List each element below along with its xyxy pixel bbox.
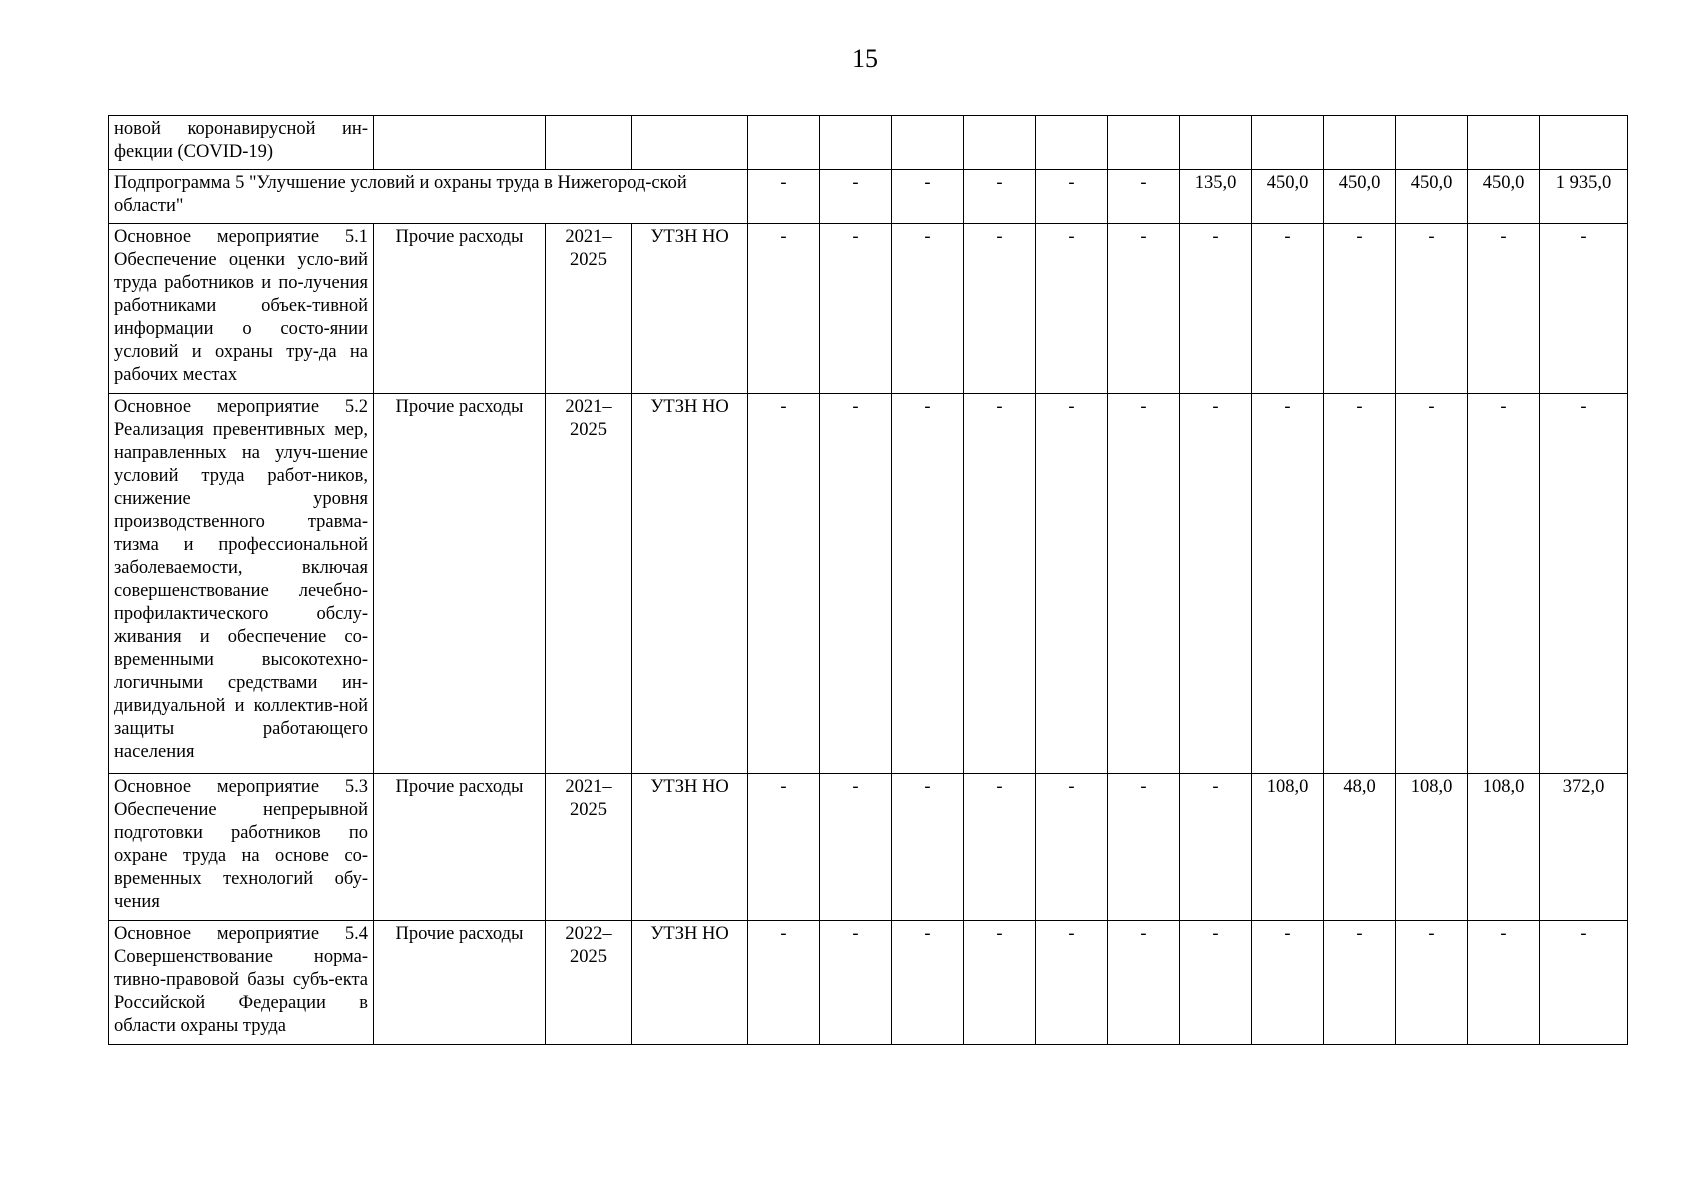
- value-cell: -: [1540, 921, 1628, 1045]
- page-number: 15: [852, 44, 878, 73]
- expense-category-cell: Прочие расходы: [374, 224, 546, 394]
- empty-cell: [748, 116, 820, 170]
- value-cell: -: [1468, 921, 1540, 1045]
- value-cell: -: [820, 394, 892, 774]
- measure-name-cell: Основное мероприятие 5.2 Реализация превентивных мер, направленных на улуч-шение условий труда работ-ников, снижение уровня производственного травма-тизма и профессиональной заболеваемости, включая совершенствование лечебно-профилактического обслу-живания и обеспечение со-временными высокотехно-логичными средствами ин-дивидуальной и коллектив-ной защиты работающего населения: [109, 394, 374, 774]
- executor-cell: УТЗН НО: [632, 224, 748, 394]
- table-row: [109, 116, 1628, 170]
- value-cell: -: [748, 394, 820, 774]
- value-cell: 135,0: [1180, 170, 1252, 224]
- executor-cell: УТЗН НО: [632, 394, 748, 774]
- value-cell: 450,0: [1396, 170, 1468, 224]
- table-row: [109, 921, 1628, 1045]
- empty-cell: [546, 116, 632, 170]
- value-cell: -: [748, 774, 820, 921]
- empty-cell: [1252, 116, 1324, 170]
- table-row: [109, 774, 1628, 921]
- empty-cell: [820, 116, 892, 170]
- measure-name-cell: Основное мероприятие 5.1 Обеспечение оценки усло-вий труда работников и по-лучения работниками объек-тивной информации о состо-янии условий и охраны тру-да на рабочих местах: [109, 224, 374, 394]
- value-cell: -: [1180, 774, 1252, 921]
- value-cell: -: [1540, 224, 1628, 394]
- value-cell: -: [1036, 394, 1108, 774]
- value-cell: -: [1180, 224, 1252, 394]
- value-cell: -: [892, 921, 964, 1045]
- value-cell: -: [1396, 921, 1468, 1045]
- value-cell: -: [748, 170, 820, 224]
- value-cell: -: [1540, 394, 1628, 774]
- value-cell: 108,0: [1252, 774, 1324, 921]
- value-cell: 372,0: [1540, 774, 1628, 921]
- value-cell: 48,0: [1324, 774, 1396, 921]
- empty-cell: [1396, 116, 1468, 170]
- empty-cell: [964, 116, 1036, 170]
- value-cell: -: [1324, 224, 1396, 394]
- value-cell: 450,0: [1468, 170, 1540, 224]
- value-cell: -: [1036, 170, 1108, 224]
- value-cell: -: [1396, 394, 1468, 774]
- value-cell: -: [820, 170, 892, 224]
- empty-cell: [1468, 116, 1540, 170]
- empty-cell: [892, 116, 964, 170]
- value-cell: -: [1468, 224, 1540, 394]
- value-cell: -: [964, 224, 1036, 394]
- value-cell: -: [1108, 774, 1180, 921]
- budget-table: [108, 115, 1628, 1045]
- expense-category-cell: Прочие расходы: [374, 774, 546, 921]
- value-cell: -: [892, 224, 964, 394]
- value-cell: 450,0: [1252, 170, 1324, 224]
- value-cell: -: [1324, 921, 1396, 1045]
- empty-cell: [1036, 116, 1108, 170]
- period-cell: 2021–2025: [546, 394, 632, 774]
- value-cell: -: [892, 170, 964, 224]
- value-cell: -: [964, 170, 1036, 224]
- value-cell: 108,0: [1468, 774, 1540, 921]
- empty-cell: [632, 116, 748, 170]
- executor-cell: УТЗН НО: [632, 774, 748, 921]
- value-cell: -: [1468, 394, 1540, 774]
- expense-category-cell: Прочие расходы: [374, 921, 546, 1045]
- value-cell: -: [892, 394, 964, 774]
- period-cell: 2021–2025: [546, 774, 632, 921]
- value-cell: -: [748, 921, 820, 1045]
- subprogram-name-cell: Подпрограмма 5 "Улучшение условий и охраны труда в Нижегород-ской области": [109, 170, 748, 224]
- value-cell: -: [1396, 224, 1468, 394]
- table-row: [109, 224, 1628, 394]
- table-body: [109, 116, 1628, 1045]
- measure-name-cell: Основное мероприятие 5.3 Обеспечение непрерывной подготовки работников по охране труда на основе со-временных технологий обу-чения: [109, 774, 374, 921]
- program-name-cell: новой коронавирусной ин-фекции (COVID-19): [109, 116, 374, 170]
- value-cell: -: [964, 394, 1036, 774]
- expense-category-cell: Прочие расходы: [374, 394, 546, 774]
- table-row: [109, 170, 1628, 224]
- value-cell: -: [1108, 921, 1180, 1045]
- value-cell: -: [820, 921, 892, 1045]
- value-cell: -: [1324, 394, 1396, 774]
- value-cell: -: [1036, 774, 1108, 921]
- value-cell: -: [820, 774, 892, 921]
- value-cell: 450,0: [1324, 170, 1396, 224]
- value-cell: -: [1180, 394, 1252, 774]
- empty-cell: [1108, 116, 1180, 170]
- empty-cell: [1324, 116, 1396, 170]
- value-cell: 1 935,0: [1540, 170, 1628, 224]
- executor-cell: УТЗН НО: [632, 921, 748, 1045]
- empty-cell: [1540, 116, 1628, 170]
- value-cell: -: [1108, 224, 1180, 394]
- value-cell: -: [1252, 921, 1324, 1045]
- value-cell: -: [1252, 394, 1324, 774]
- value-cell: -: [1108, 170, 1180, 224]
- value-cell: 108,0: [1396, 774, 1468, 921]
- period-cell: 2022–2025: [546, 921, 632, 1045]
- value-cell: -: [964, 921, 1036, 1045]
- table-row: [109, 394, 1628, 774]
- empty-cell: [1180, 116, 1252, 170]
- empty-cell: [374, 116, 546, 170]
- period-cell: 2021–2025: [546, 224, 632, 394]
- value-cell: -: [820, 224, 892, 394]
- value-cell: -: [748, 224, 820, 394]
- value-cell: -: [1036, 224, 1108, 394]
- value-cell: -: [892, 774, 964, 921]
- value-cell: -: [1108, 394, 1180, 774]
- value-cell: -: [964, 774, 1036, 921]
- measure-name-cell: Основное мероприятие 5.4 Совершенствование норма-тивно-правовой базы субъ-екта Российской Федерации в области охраны труда: [109, 921, 374, 1045]
- value-cell: -: [1036, 921, 1108, 1045]
- value-cell: -: [1252, 224, 1324, 394]
- value-cell: -: [1180, 921, 1252, 1045]
